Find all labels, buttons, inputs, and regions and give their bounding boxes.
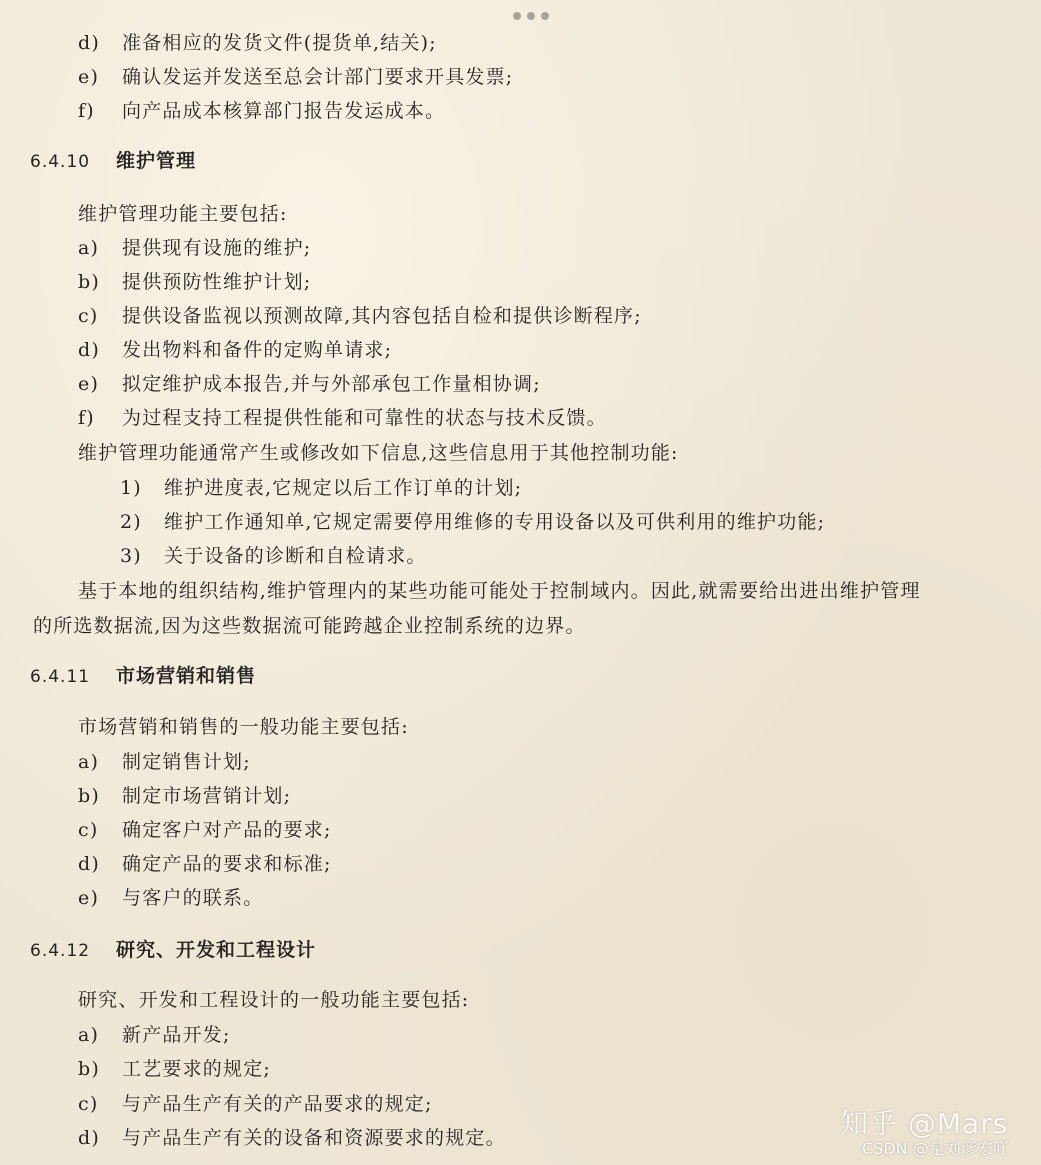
section-title: 市场营销和销售 [116, 665, 257, 687]
list-item-text: 与客户的联系。 [122, 887, 264, 909]
list-item-label: c) [78, 305, 99, 327]
list-item-label: e) [78, 66, 100, 88]
zhihu-watermark: 知乎 @Mars [840, 1107, 1009, 1140]
dot-icon [541, 12, 549, 20]
list-item [78, 338, 392, 362]
list-item-label: d) [78, 1127, 100, 1149]
list-item [78, 1057, 271, 1081]
list-item-text: 为过程支持工程提供性能和可靠性的状态与技术反馈。 [122, 407, 607, 429]
list-item-text: 提供现有设施的维护; [122, 237, 312, 259]
list-item-label: d) [78, 339, 100, 361]
section-title: 维护管理 [116, 150, 197, 172]
list-item [78, 304, 642, 328]
section-intro: 维护管理功能主要包括: [78, 203, 288, 225]
list-item [78, 852, 332, 876]
list-item-text: 与产品生产有关的设备和资源要求的规定。 [122, 1127, 506, 1149]
info-item-text: 维护进度表,它规定以后工作订单的计划; [164, 477, 523, 499]
list-item-text: 制定销售计划; [122, 751, 251, 773]
list-item-label: a) [78, 751, 100, 773]
list-item-label: d) [78, 32, 100, 54]
list-item-label: a) [78, 1024, 100, 1046]
list-item [78, 750, 251, 774]
list-item-label: c) [78, 1093, 99, 1115]
list-item [78, 1023, 231, 1047]
list-item-label: c) [78, 819, 99, 841]
section-number: 6.4.11 [30, 667, 91, 687]
list-item [78, 270, 311, 294]
list-item-text: 提供预防性维护计划; [122, 271, 312, 293]
csdn-watermark: CSDN @是刘彦宏吖 [862, 1139, 1009, 1158]
list-item-text: 确认发运并发送至总会计部门要求开具发票; [122, 66, 514, 88]
list-item [78, 818, 332, 842]
list-item [78, 99, 445, 123]
list-item [78, 784, 291, 808]
list-item-label: a) [78, 237, 100, 259]
list-item-text: 向产品成本核算部门报告发运成本。 [122, 100, 446, 122]
list-item [78, 1092, 433, 1116]
info-item-text: 关于设备的诊断和自检请求。 [164, 545, 427, 567]
section-heading [30, 938, 316, 963]
list-item [78, 31, 437, 55]
info-item-label: 1) [120, 477, 142, 499]
list-item [78, 1126, 506, 1150]
info-item-label: 3) [120, 545, 142, 567]
list-item-label: e) [78, 373, 100, 395]
info-item [120, 544, 427, 568]
list-item-label: b) [78, 1058, 100, 1080]
list-item-label: e) [78, 887, 100, 909]
list-item-text: 提供设备监视以预测故障,其内容包括自检和提供诊断程序; [122, 305, 642, 327]
list-item-text: 确定产品的要求和标准; [122, 853, 332, 875]
list-item-text: 新产品开发; [122, 1024, 231, 1046]
paragraph-line: 的所选数据流,因为这些数据流可能跨越企业控制系统的边界。 [33, 615, 586, 637]
section-number: 6.4.10 [30, 152, 91, 172]
dot-icon [513, 12, 521, 20]
list-item-text: 准备相应的发货文件(提货单,结关); [122, 32, 437, 54]
list-item-text: 工艺要求的规定; [122, 1058, 272, 1080]
info-item-text: 维护工作通知单,它规定需要停用维修的专用设备以及可供利用的维护功能; [164, 511, 826, 533]
list-item-text: 拟定维护成本报告,并与外部承包工作量相协调; [122, 373, 541, 395]
list-item-label: f) [78, 100, 95, 122]
info-item [120, 510, 825, 534]
more-options-icon[interactable] [513, 12, 549, 20]
info-item [120, 476, 522, 500]
list-item-text: 确定客户对产品的要求; [122, 819, 332, 841]
list-item [78, 65, 513, 89]
list-item-text: 制定市场营销计划; [122, 785, 292, 807]
info-item-label: 2) [120, 511, 142, 533]
list-item-label: b) [78, 785, 100, 807]
list-item-label: d) [78, 853, 100, 875]
list-item-label: b) [78, 271, 100, 293]
dot-icon [527, 12, 535, 20]
list-item-label: f) [78, 407, 95, 429]
section-title: 研究、开发和工程设计 [116, 939, 317, 961]
list-item-text: 发出物料和备件的定购单请求; [122, 339, 393, 361]
section-intro: 市场营销和销售的一般功能主要包括: [78, 716, 409, 738]
paragraph-line: 基于本地的组织结构,维护管理内的某些功能可能处于控制域内。因此,就需要给出进出维护管理 [78, 580, 921, 602]
section-intro: 研究、开发和工程设计的一般功能主要包括: [78, 989, 470, 1011]
list-item [78, 406, 607, 430]
section-heading [30, 664, 256, 689]
list-item [78, 372, 541, 396]
list-item-text: 与产品生产有关的产品要求的规定; [122, 1093, 433, 1115]
list-item [78, 886, 263, 910]
section-number: 6.4.12 [30, 941, 91, 961]
info-intro: 维护管理功能通常产生或修改如下信息,这些信息用于其他控制功能: [78, 442, 679, 464]
section-heading [30, 149, 196, 174]
list-item [78, 236, 311, 260]
